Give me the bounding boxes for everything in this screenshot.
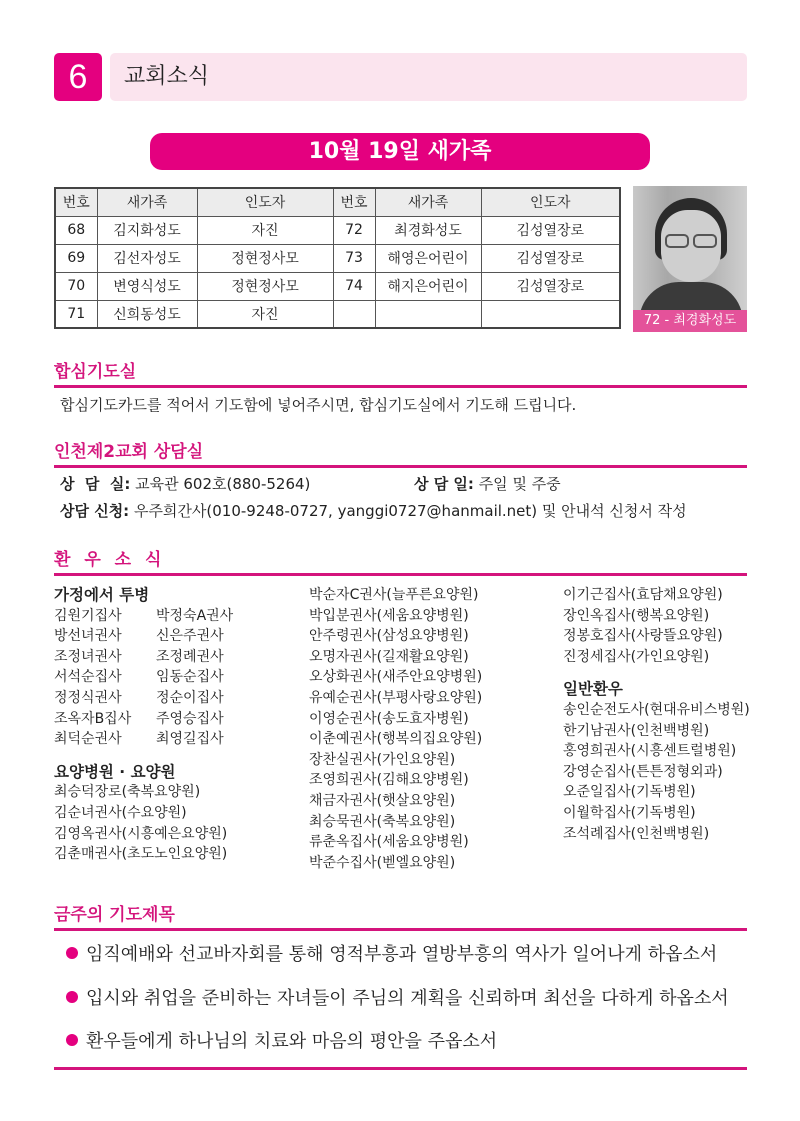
table-row	[55, 244, 620, 272]
bullet-icon	[66, 991, 78, 1003]
cell-number: 74	[333, 272, 375, 300]
cell-name: 해영은어린이	[375, 244, 481, 272]
prayer-room-text: 합심기도카드를 적어서 기도함에 넣어주시면, 합심기도실에서 기도해 드립니다.	[60, 396, 577, 414]
bullet-icon	[66, 947, 78, 959]
bullet-icon	[66, 1034, 78, 1046]
prayer-room-heading: 합심기도실	[54, 357, 747, 388]
patient-name: 임동순집사	[156, 669, 224, 686]
list-item: 박입분권사(세움요양병원)	[309, 607, 469, 624]
cell-guide: 자진	[197, 300, 333, 328]
col-header-number: 번호	[333, 188, 375, 216]
list-item	[54, 709, 233, 730]
list-item: 조영희권사(김해요양병원)	[309, 772, 469, 789]
patient-name: 정정식권사	[54, 689, 122, 706]
patient-name: 신은주권사	[156, 628, 224, 645]
counseling-day-value: 주일 및 주중	[473, 475, 561, 493]
list-item: 박준수집사(벧엘요양원)	[309, 854, 456, 871]
cell-name	[375, 300, 481, 328]
list-item	[54, 626, 233, 647]
counseling-apply-value: 우주희간사(010-9248-0727, yanggi0727@hanmail.net) 및 안내석 신청서 작성	[129, 502, 687, 520]
cell-guide: 자진	[197, 216, 333, 244]
list-item: 박순자C권사(늘푸른요양원)	[309, 587, 479, 603]
cell-name: 변영식성도	[97, 272, 197, 300]
patient-name: 김원기집사	[54, 607, 122, 624]
cell-number	[333, 300, 375, 328]
table-row	[55, 300, 620, 328]
prayer-text: 입시와 취업을 준비하는 자녀들이 주님의 계획을 신뢰하며 최선을 다하게 하옵소서	[86, 988, 729, 1009]
glasses-icon	[663, 234, 719, 248]
table-row	[55, 216, 620, 244]
list-item: 조석례집사(인천백병원)	[563, 825, 710, 842]
list-item: 안주령권사(삼성요양병원)	[309, 628, 469, 645]
photo-caption: 72 - 최경화성도	[633, 310, 747, 332]
list-item: 장찬실권사(가인요양원)	[309, 751, 456, 768]
page-title: 교회소식	[124, 64, 210, 89]
general-patients-heading: 일반환우	[563, 680, 623, 699]
col-header-guide: 인도자	[197, 188, 333, 216]
prayer-text: 환우들에게 하나님의 치료와 마음의 평안을 주옵소서	[86, 1031, 498, 1052]
counseling-apply-line	[60, 500, 687, 521]
patient-name: 조정녀권사	[54, 648, 122, 665]
cell-name: 신희동성도	[97, 300, 197, 328]
list-item: 정봉호집사(사랑뜰요양원)	[563, 628, 723, 645]
cell-guide: 정현정사모	[197, 244, 333, 272]
col-header-new-family: 새가족	[97, 188, 197, 216]
list-item: 최승덕장로(축복요양원)	[54, 784, 201, 801]
list-item: 김춘매권사(초도노인요양원)	[54, 846, 228, 863]
cell-number: 70	[55, 272, 97, 300]
list-item: 유예순권사(부평사랑요양원)	[309, 689, 483, 706]
list-item: 오명자권사(길재활요양원)	[309, 648, 469, 665]
list-item: 강영순집사(튼튼정형외과)	[563, 763, 723, 780]
patients-heading: 환 우 소 식	[54, 545, 747, 576]
list-item: 김영옥권사(시흥예은요양원)	[54, 825, 228, 842]
cell-name: 김지화성도	[97, 216, 197, 244]
list-item: 이월학집사(기독병원)	[563, 804, 696, 821]
list-item	[54, 667, 233, 688]
col-header-number: 번호	[55, 188, 97, 216]
list-item: 김순녀권사(수요양원)	[54, 804, 187, 821]
list-item	[54, 729, 233, 750]
table-row	[55, 272, 620, 300]
patient-name: 최영길집사	[156, 731, 224, 748]
list-item: 홍영희권사(시흥센트럴병원)	[563, 743, 737, 760]
list-item: 오준일집사(기독병원)	[563, 784, 696, 801]
cell-name: 해지은어린이	[375, 272, 481, 300]
page-title-bar	[110, 53, 747, 101]
cell-guide: 정현정사모	[197, 272, 333, 300]
cell-guide: 김성열장로	[481, 244, 620, 272]
counseling-day-label: 상 담 일:	[414, 475, 474, 493]
counseling-apply-label: 상담 신청:	[60, 502, 130, 520]
cell-name: 김선자성도	[97, 244, 197, 272]
list-item: 채금자권사(햇살요양원)	[309, 792, 456, 809]
list-item: 한기남권사(인천백병원)	[563, 722, 710, 739]
patient-name: 정순이집사	[156, 689, 224, 706]
new-family-photo	[633, 186, 747, 332]
cell-guide: 김성열장로	[481, 272, 620, 300]
list-item: 이영순권사(송도효자병원)	[309, 710, 469, 727]
home-care-heading: 가정에서 투병	[54, 586, 150, 604]
list-item: 오상화권사(새주안요양병원)	[309, 669, 483, 686]
cell-number: 71	[55, 300, 97, 328]
patient-name: 박정숙A권사	[156, 607, 234, 624]
list-item: 진정세집사(가인요양원)	[563, 648, 710, 665]
patients-column-2	[309, 585, 482, 873]
prayer-item	[66, 984, 729, 1010]
list-item: 장인옥집사(행복요양원)	[563, 607, 710, 624]
page-number-badge: 6	[54, 53, 102, 101]
list-item: 이춘예권사(행복의집요양원)	[309, 731, 483, 748]
list-item: 이기근집사(효담채요양원)	[563, 587, 723, 603]
new-family-table	[54, 187, 621, 329]
list-item	[54, 647, 233, 668]
list-item: 최승묵권사(축복요양원)	[309, 813, 456, 830]
list-item	[54, 606, 233, 627]
list-item: 류춘옥집사(세움요양병원)	[309, 834, 469, 851]
counseling-room-value: 교육관 602호(880-5264)	[130, 475, 311, 493]
page-header	[54, 53, 747, 101]
cell-guide	[481, 300, 620, 328]
patient-name: 방선녀권사	[54, 628, 122, 645]
cell-number: 73	[333, 244, 375, 272]
cell-number: 68	[55, 216, 97, 244]
prayer-item	[66, 940, 717, 966]
col-header-guide: 인도자	[481, 188, 620, 216]
col-header-new-family: 새가족	[375, 188, 481, 216]
table-header-row	[55, 188, 620, 216]
patients-column-3	[563, 585, 750, 844]
bottom-divider	[54, 1067, 747, 1070]
cell-name: 최경화성도	[375, 216, 481, 244]
nursing-heading: 요양병원 · 요양원	[54, 762, 176, 781]
counseling-room-label: 상 담 실:	[60, 475, 131, 493]
patient-name: 조정례권사	[156, 648, 224, 665]
counseling-day-line	[414, 473, 561, 494]
patient-name: 최덕순권사	[54, 731, 122, 748]
prayer-text: 임직예배와 선교바자회를 통해 영적부흥과 열방부흥의 역사가 일어나게 하옵소서	[86, 944, 718, 965]
cell-number: 69	[55, 244, 97, 272]
cell-number: 72	[333, 216, 375, 244]
patient-name: 조옥자B집사	[54, 710, 132, 727]
counseling-room-line	[60, 473, 310, 494]
patients-column-1	[54, 585, 233, 865]
list-item: 송인순전도사(현대유비스병원)	[563, 701, 750, 718]
counseling-heading: 인천제2교회 상담실	[54, 437, 747, 468]
weekly-prayer-heading: 금주의 기도제목	[54, 900, 747, 931]
patient-name: 주영승집사	[156, 710, 224, 727]
cell-guide: 김성열장로	[481, 216, 620, 244]
new-family-banner: 10월 19일 새가족	[150, 133, 650, 170]
list-item	[54, 688, 233, 709]
prayer-item	[66, 1027, 497, 1053]
patient-name: 서석순집사	[54, 669, 122, 686]
